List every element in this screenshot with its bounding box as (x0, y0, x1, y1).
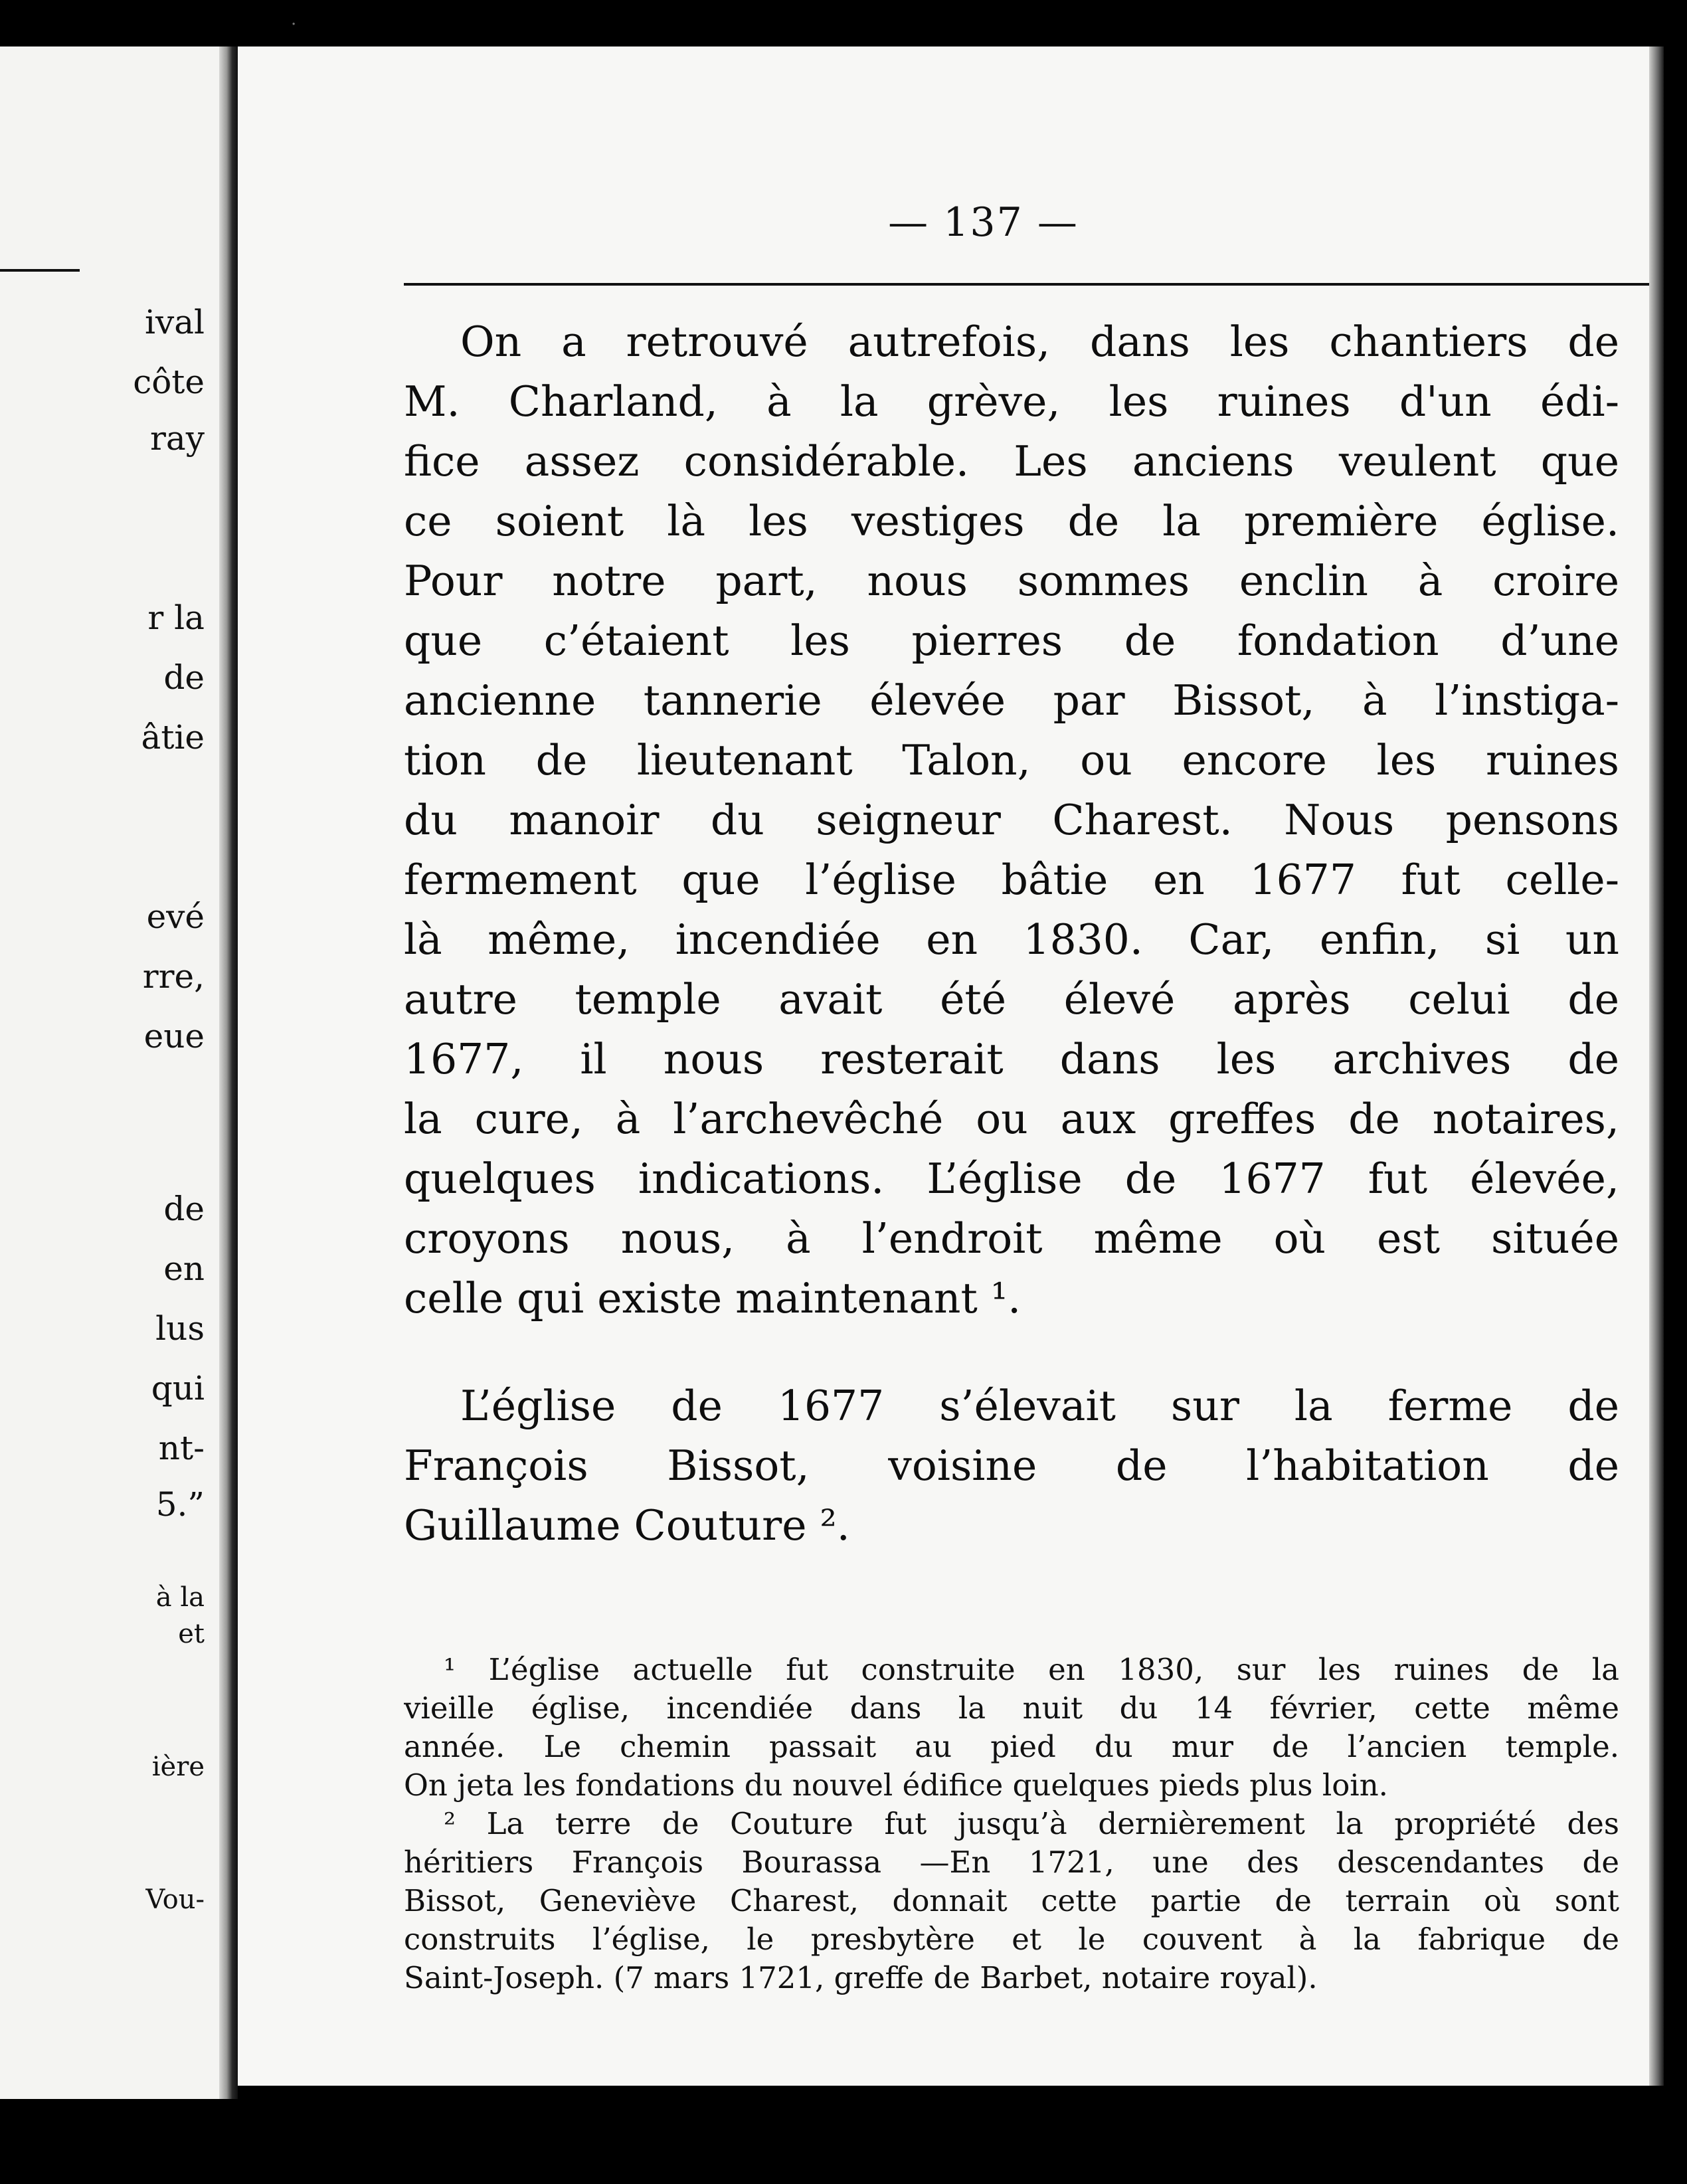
left-page-line: ival (144, 303, 205, 341)
body-text (404, 312, 1619, 1556)
paragraph-1-line: la cure, à l’archevêché ou aux greffes de notaires, (404, 1095, 1619, 1143)
footnote-1 (404, 1651, 1619, 1805)
left-page-footnote-line: ière (151, 1752, 205, 1782)
left-page-line: r la (147, 598, 205, 637)
paragraph-1-line: tion de lieutenant Talon, ou encore les ruines (404, 736, 1619, 784)
footnote-2-line: ² La terre de Couture fut jusqu’à dernièrement la propriété des (444, 1806, 1619, 1841)
left-page-line: de (163, 1190, 205, 1228)
paragraph-1 (404, 312, 1619, 1328)
footnote-2-line: héritiers François Bourassa —En 1721, une des descendantes de (404, 1845, 1619, 1880)
left-page-line: qui (151, 1369, 205, 1408)
paragraph-1-line: celle qui existe maintenant ¹. (404, 1274, 1021, 1322)
paragraph-1-line: M. Charland, à la grève, les ruines d'un édi- (404, 377, 1619, 426)
footnotes (404, 1651, 1619, 1997)
book-gutter (219, 46, 238, 2099)
footnote-2 (404, 1805, 1619, 1997)
left-page-header-rule (0, 269, 80, 272)
left-page-footnote-line: à la (155, 1582, 205, 1613)
left-page-line: âtie (141, 718, 205, 757)
paragraph-1-line: que c’étaient les pierres de fondation d’une (404, 616, 1619, 665)
left-page-footnote-line: et (178, 1619, 205, 1649)
paragraph-1-line: ce soient là les vestiges de la première église. (404, 497, 1619, 545)
paragraph-1-line: ancienne tannerie élevée par Bissot, à l’instiga- (404, 676, 1619, 725)
paragraph-1-line: quelques indications. L’église de 1677 fut élevée, (404, 1154, 1619, 1203)
paragraph-1-line: là même, incendiée en 1830. Car, enfin, si un (404, 915, 1619, 964)
left-page-line: côte (133, 363, 205, 401)
page-number: — 137 — (888, 199, 1079, 246)
paragraph-1-line: croyons nous, à l’endroit même où est située (404, 1214, 1619, 1263)
paragraph-1-line: On a retrouvé autrefois, dans les chantiers de (460, 318, 1619, 366)
left-page-line: nt- (158, 1429, 205, 1467)
paragraph-1-line: fice assez considérable. Les anciens veulent que (404, 437, 1619, 486)
left-page-footnote-line: Vou- (145, 1884, 205, 1915)
scan-speck: · (291, 15, 297, 35)
footnote-2-line: construits l’église, le presbytère et le couvent à la fabrique de (404, 1922, 1619, 1957)
main-page (238, 46, 1649, 2086)
paragraph-2-line: François Bissot, voisine de l’habitation de (404, 1441, 1619, 1490)
footnote-1-line: vieille église, incendiée dans la nuit du 14 février, cette même (404, 1690, 1619, 1726)
left-page-line: 5.” (155, 1485, 205, 1524)
paragraph-1-line: autre temple avait été élevé après celui de (404, 975, 1619, 1024)
footnote-1-line: ¹ L’église actuelle fut construite en 1830, sur les ruines de la (444, 1652, 1619, 1687)
footnote-1-line: On jeta les fondations du nouvel édifice quelques pieds plus loin. (404, 1768, 1388, 1803)
left-page-line: en (163, 1249, 205, 1288)
footnote-1-line: année. Le chemin passait au pied du mur de l’ancien temple. (404, 1729, 1619, 1764)
header-rule (404, 283, 1652, 286)
paragraph-1-line: 1677, il nous resterait dans les archives de (404, 1035, 1619, 1083)
left-page-line: lus (155, 1309, 205, 1348)
left-page-line: rre, (142, 957, 205, 996)
footnote-2-line: Bissot, Geneviève Charest, donnait cette partie de terrain où sont (404, 1883, 1619, 1918)
footnote-2-line: Saint-Joseph. (7 mars 1721, greffe de Barbet, notaire royal). (404, 1960, 1318, 1995)
left-page-line: de (163, 658, 205, 697)
paragraph-2-line: Guillaume Couture ². (404, 1501, 850, 1550)
paragraph-1-line: Pour notre part, nous sommes enclin à croire (404, 557, 1619, 605)
page-right-edge (1649, 46, 1664, 2086)
paragraph-2 (404, 1376, 1619, 1556)
left-page-line: eue (143, 1017, 205, 1055)
paragraph-1-line: du manoir du seigneur Charest. Nous pensons (404, 796, 1619, 844)
left-facing-page (0, 46, 219, 2099)
paragraph-1-line: fermement que l’église bâtie en 1677 fut celle- (404, 856, 1619, 904)
left-page-line: evé (146, 897, 205, 936)
left-page-line: ray (150, 419, 205, 458)
paragraph-2-line: L’église de 1677 s’élevait sur la ferme de (460, 1382, 1619, 1430)
